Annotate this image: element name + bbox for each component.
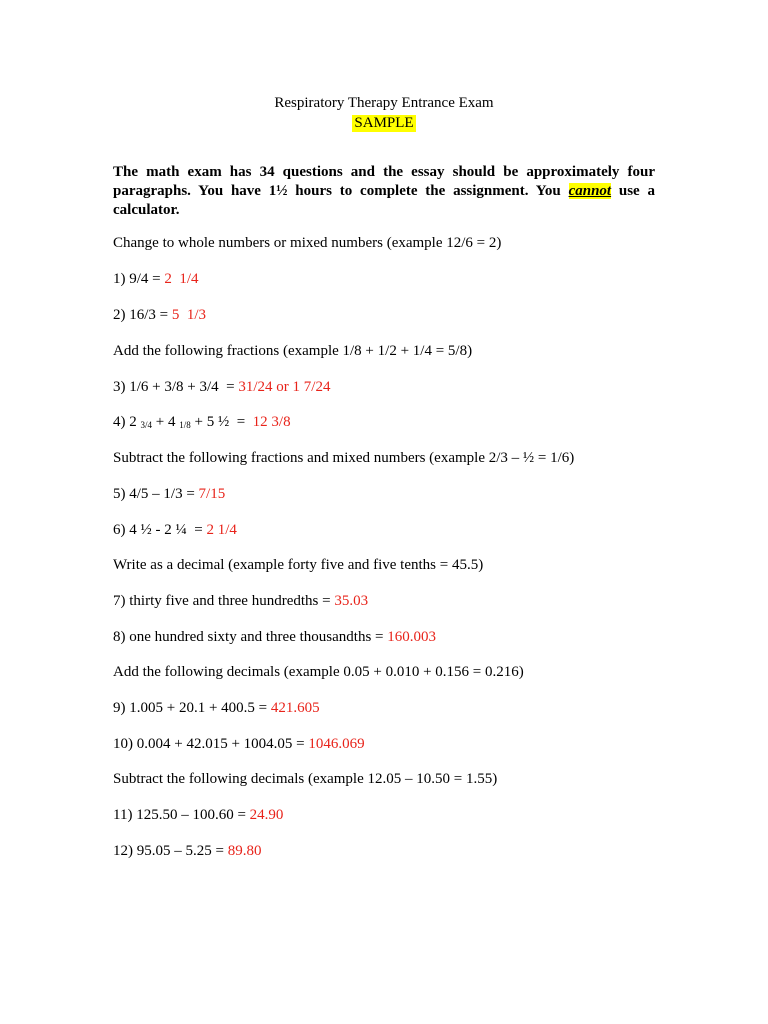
section-heading-whole-numbers: Change to whole numbers or mixed numbers (example 12/6 = 2) [113, 235, 502, 251]
section-heading-add-fractions: Add the following fractions (example 1/8 + 1/2 + 1/4 = 5/8) [113, 343, 473, 359]
instructions-text-end: use a calculator. [113, 183, 655, 218]
question-answer: 160.003 [387, 629, 436, 645]
question-6 [113, 521, 237, 539]
question-prompt: 11) 125.50 – 100.60 = [113, 807, 250, 823]
question-prompt: 5) 4/5 – 1/3 = [113, 486, 199, 502]
question-9 [113, 699, 320, 717]
question-answer: 421.605 [270, 700, 320, 716]
sample-label: SAMPLE [354, 115, 414, 131]
question-prompt: 6) 4 ½ - 2 ¼ = [113, 522, 207, 538]
question-prompt: 3) 1/6 + 3/8 + 3/4 = [113, 379, 239, 395]
section-heading-decimal: Write as a decimal (example forty five and five tenths = 45.5) [113, 557, 484, 573]
question-3 [113, 378, 330, 396]
question-answer: 35.03 [334, 593, 369, 609]
question-prompt-part: 4) 2 [113, 414, 141, 430]
page-title: Respiratory Therapy Entrance Exam [274, 95, 494, 111]
question-11 [113, 806, 283, 824]
question-prompt-part: + 4 [152, 414, 180, 430]
question-prompt: 2) 16/3 = [113, 307, 172, 323]
question-1 [113, 270, 199, 288]
section-heading-subtract-decimals: Subtract the following decimals (example 12.05 – 10.50 = 1.55) [113, 771, 498, 787]
header [0, 93, 768, 133]
question-2 [113, 306, 206, 324]
instructions-paragraph [113, 163, 655, 220]
section-heading-add-decimals: Add the following decimals (example 0.05 + 0.010 + 0.156 = 0.216) [113, 664, 524, 680]
question-prompt-part: + 5 ½ = [190, 414, 253, 430]
section-heading-subtract-fractions: Subtract the following fractions and mixed numbers (example 2/3 – ½ = 1/6) [113, 450, 575, 466]
question-answer: 1046.069 [308, 736, 365, 752]
question-prompt: 12) 95.05 – 5.25 = [113, 843, 228, 859]
question-answer: 2 1/4 [206, 522, 237, 538]
question-answer: 31/24 or 1 7/24 [238, 379, 331, 395]
instructions-text-start: The math exam has 34 questions and the essay should be approximately four paragraphs. You have 1½ hours to complete the assignment. You [113, 164, 655, 199]
question-10 [113, 735, 365, 753]
question-8 [113, 628, 436, 646]
question-prompt: 1) 9/4 = [113, 271, 165, 287]
question-prompt: 8) one hundred sixty and three thousandths = [113, 629, 388, 645]
question-7 [113, 592, 368, 610]
question-answer: 89.80 [227, 843, 262, 859]
fraction-subscript: 1/8 [179, 420, 191, 430]
question-prompt: 10) 0.004 + 42.015 + 1004.05 = [113, 736, 309, 752]
question-prompt: 7) thirty five and three hundredths = [113, 593, 335, 609]
question-4 [113, 413, 291, 434]
question-answer: 12 3/8 [252, 414, 291, 430]
question-answer: 2 1/4 [164, 271, 199, 287]
question-12 [113, 842, 261, 860]
question-answer: 7/15 [198, 486, 226, 502]
question-answer: 5 1/3 [171, 307, 207, 323]
question-answer: 24.90 [249, 807, 284, 823]
fraction-subscript: 3/4 [140, 420, 153, 430]
question-prompt: 9) 1.005 + 20.1 + 400.5 = [113, 700, 271, 716]
instructions-emphasis: cannot [568, 183, 612, 199]
question-5 [113, 485, 225, 503]
